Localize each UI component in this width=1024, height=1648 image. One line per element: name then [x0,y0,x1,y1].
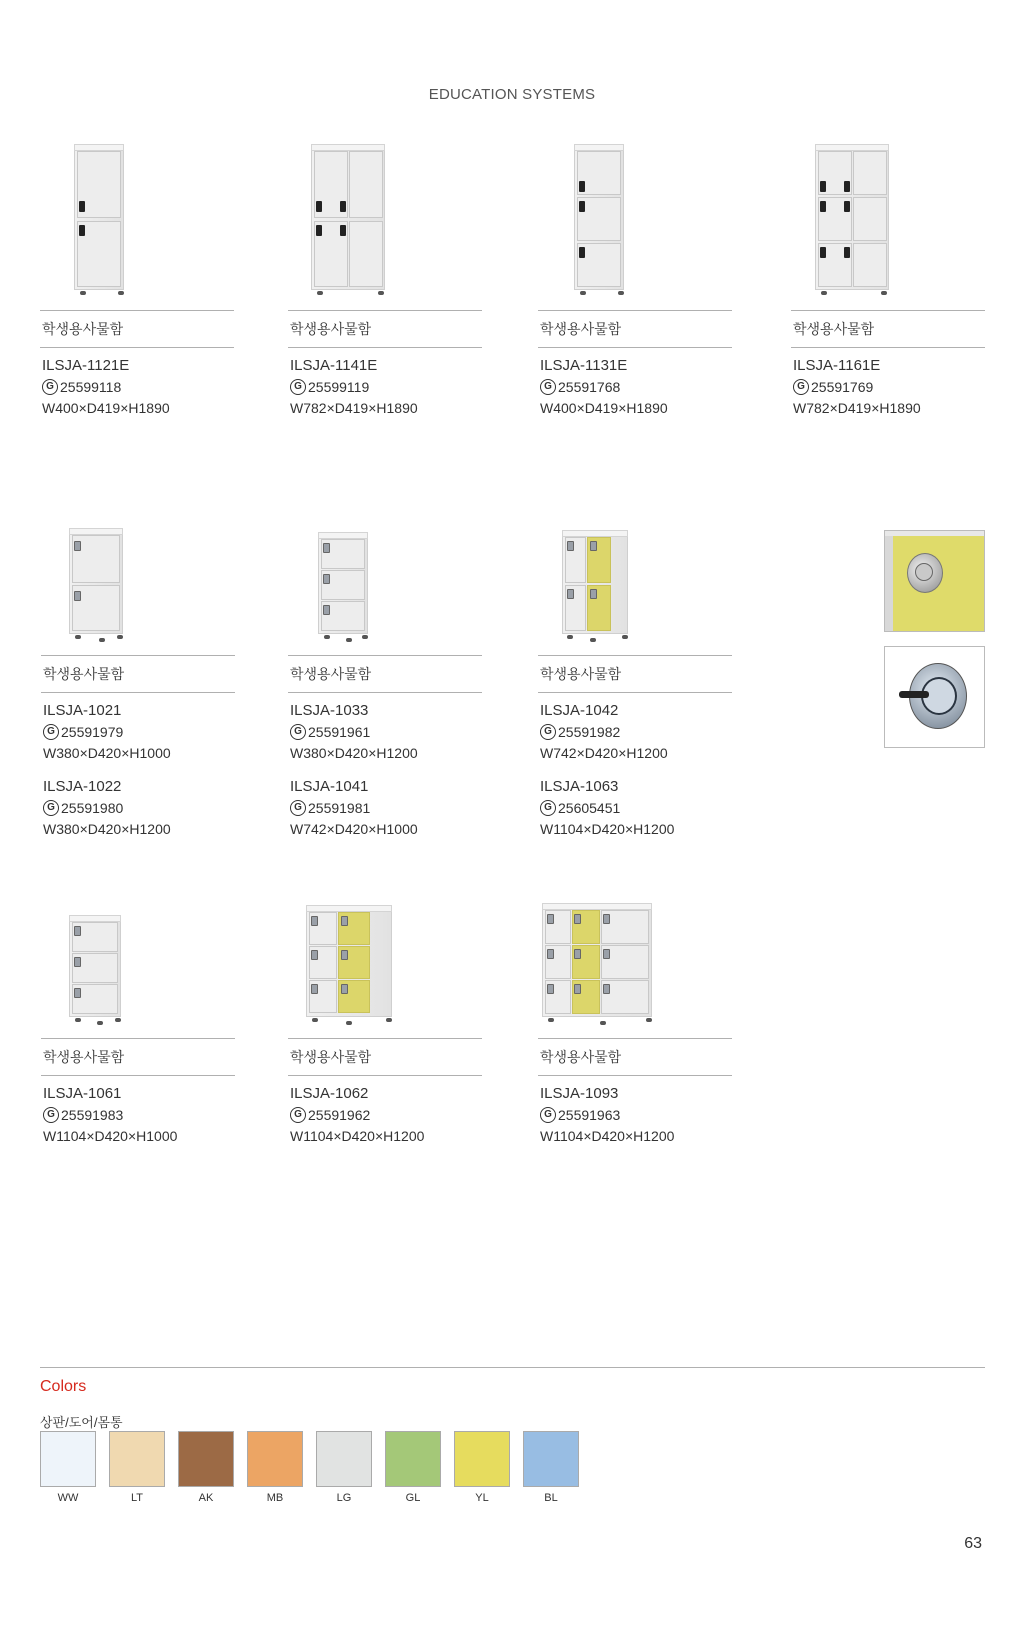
procurement-number: G 25591981 [288,797,482,819]
colors-subtitle: 상판/도어/몸통 [40,1415,123,1430]
product-code: ILSJA-1033 [290,702,369,719]
product-code: ILSJA-1141E [290,357,378,374]
procurement-number: G 25591983 [41,1104,235,1126]
product-code: ILSJA-1061 [43,1085,122,1102]
swatch-label: GL [405,1492,421,1504]
g-mark-icon: G [42,379,58,395]
locker-image [40,140,234,310]
locker-image [538,140,732,310]
product-card [538,863,732,1146]
product-card [288,480,482,839]
swatch-label: LG [336,1492,352,1504]
procurement-number: G 25591982 [538,721,732,743]
product-category: 학생용사물함 [793,321,875,337]
product-code: ILSJA-1042 [540,702,619,719]
swatch-box [316,1431,372,1487]
g-mark-icon: G [43,724,59,740]
product-code: ILSJA-1161E [793,357,881,374]
product-code: ILSJA-1062 [290,1085,369,1102]
procurement-number: G 25591769 [791,376,985,398]
locker-image [288,140,482,310]
g-mark-icon: G [540,800,556,816]
colors-title: Colors [40,1378,87,1395]
procurement-number: G 25591980 [41,797,235,819]
swatch-label: YL [475,1492,489,1504]
locker-image [791,140,985,310]
swatch-label: WW [57,1492,79,1504]
color-swatch [523,1431,579,1504]
color-swatch [316,1431,372,1504]
procurement-number: G 25605451 [538,797,732,819]
procurement-number: G 25591962 [288,1104,482,1126]
swatch-label: AK [198,1492,214,1504]
locker-image [538,480,732,655]
product-dimensions: W782×D419×H1890 [793,400,921,416]
product-dimensions: W400×D419×H1890 [540,400,668,416]
product-category: 학생용사물함 [540,1049,622,1065]
color-swatch [247,1431,303,1504]
locker-image [288,480,482,655]
product-dimensions: W742×D420×H1000 [290,821,418,837]
product-code: ILSJA-1041 [290,778,369,795]
swatch-box [454,1431,510,1487]
product-code: ILSJA-1121E [42,357,130,374]
product-code: ILSJA-1021 [43,702,122,719]
section-title: EDUCATION SYSTEMS [428,86,596,103]
product-code: ILSJA-1131E [540,357,628,374]
product-dimensions: W1104×D420×H1200 [290,1128,425,1144]
product-card [40,140,234,418]
swatch-box [385,1431,441,1487]
product-dimensions: W380×D420×H1000 [43,745,171,761]
g-mark-icon: G [43,800,59,816]
swatch-box [247,1431,303,1487]
procurement-number: G 25599119 [288,376,482,398]
product-category: 학생용사물함 [43,1049,125,1065]
product-dimensions: W380×D420×H1200 [290,745,418,761]
g-mark-icon: G [43,1107,59,1123]
product-card [41,863,235,1146]
procurement-number: G 25591768 [538,376,732,398]
product-card [41,480,235,839]
g-mark-icon: G [290,379,306,395]
product-card [288,140,482,418]
procurement-number: G 25591961 [288,721,482,743]
g-mark-icon: G [290,724,306,740]
g-mark-icon: G [290,800,306,816]
color-swatch [40,1431,96,1504]
swatch-box [40,1431,96,1487]
product-code: ILSJA-1063 [540,778,619,795]
color-swatch-list [40,1431,592,1504]
g-mark-icon: G [540,379,556,395]
swatch-box [178,1431,234,1487]
lock-detail-image [884,530,985,632]
product-dimensions: W782×D419×H1890 [290,400,418,416]
g-mark-icon: G [290,1107,306,1123]
product-dimensions: W1104×D420×H1200 [540,821,675,837]
color-swatch [454,1431,510,1504]
product-dimensions: W1104×D420×H1200 [540,1128,675,1144]
product-dimensions: W380×D420×H1200 [43,821,171,837]
product-code: ILSJA-1022 [43,778,122,795]
procurement-number: G 25591979 [41,721,235,743]
procurement-number: G 25599118 [40,376,234,398]
product-category: 학생용사물함 [540,666,622,682]
product-code: ILSJA-1093 [540,1085,619,1102]
product-card [538,140,732,418]
color-swatch [385,1431,441,1504]
color-swatch [178,1431,234,1504]
lock-detail-image [884,646,985,748]
locker-image [288,863,482,1038]
product-category: 학생용사물함 [290,666,372,682]
page-number: 63 [964,1535,982,1552]
product-dimensions: W1104×D420×H1000 [43,1128,178,1144]
product-category: 학생용사물함 [43,666,125,682]
product-category: 학생용사물함 [540,321,622,337]
color-swatch [109,1431,165,1504]
swatch-label: BL [544,1492,558,1504]
locker-image [538,863,732,1038]
product-category: 학생용사물함 [290,1049,372,1065]
product-card [538,480,732,839]
product-card [288,863,482,1146]
g-mark-icon: G [793,379,809,395]
swatch-label: MB [266,1492,284,1504]
swatch-label: LT [130,1492,144,1504]
swatch-box [523,1431,579,1487]
product-card [791,140,985,418]
product-dimensions: W742×D420×H1200 [540,745,668,761]
locker-image [41,480,235,655]
swatch-box [109,1431,165,1487]
locker-image [41,863,235,1038]
procurement-number: G 25591963 [538,1104,732,1126]
g-mark-icon: G [540,724,556,740]
colors-divider [40,1367,985,1368]
product-dimensions: W400×D419×H1890 [42,400,170,416]
product-category: 학생용사물함 [42,321,124,337]
product-category: 학생용사물함 [290,321,372,337]
g-mark-icon: G [540,1107,556,1123]
